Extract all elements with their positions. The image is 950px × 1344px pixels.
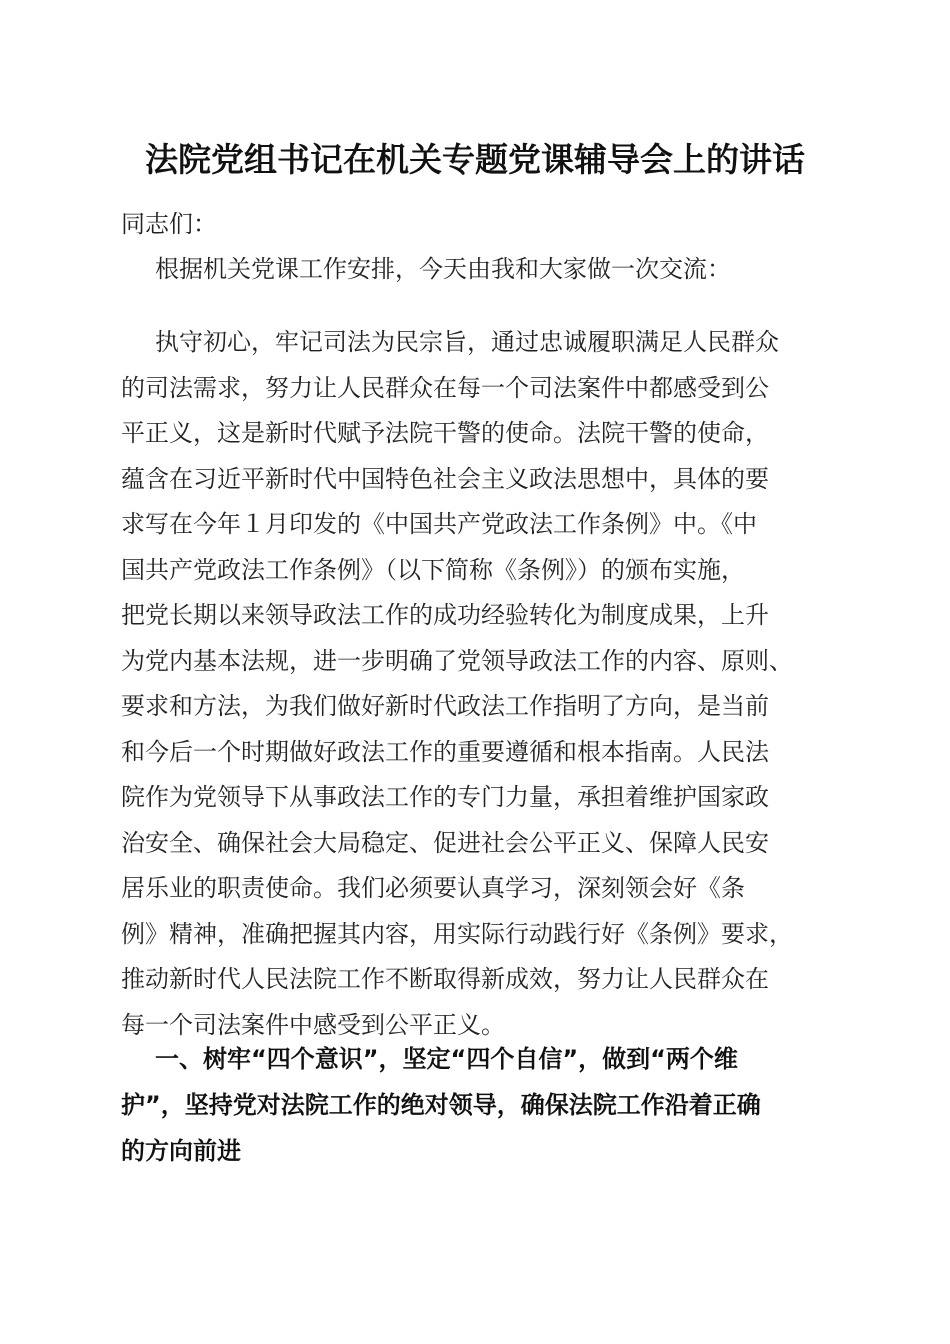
paragraph-1-line: 的司法需求，努力让人民群众在每一个司法案件中都感受到公 bbox=[121, 373, 769, 402]
intro-text: 根据机关党课工作安排，今天由我和大家做一次交流： bbox=[155, 255, 731, 283]
document-title: 法院党组书记在机关专题党课辅导会上的讲话 bbox=[145, 140, 805, 179]
paragraph-1-line: 国共产党政法工作条例》（以下简称《条例》）的颁布实施， bbox=[121, 555, 745, 584]
paragraph-1-line: 推动新时代人民法院工作不断取得新成效，努力让人民群众在 bbox=[121, 965, 769, 993]
paragraph-1-line: 例》精神，准确把握其内容，用实际行动践行好《条例》要求， bbox=[121, 919, 793, 948]
paragraph-1-line: 平正义，这是新时代赋予法院干警的使命。法院干警的使命， bbox=[121, 419, 769, 447]
paragraph-1-line: 每一个司法案件中感受到公平正义。 bbox=[121, 1010, 505, 1039]
salutation bbox=[121, 202, 841, 248]
paragraph-1 bbox=[121, 320, 841, 1048]
paragraph-1-line: 为党内基本法规，进一步明确了党领导政法工作的内容、原则、 bbox=[121, 646, 793, 675]
section-heading-1-line: 护”，坚持党对法院工作的绝对领导，确保法院工作沿着正确 bbox=[121, 1091, 761, 1119]
paragraph-1-line: 院作为党领导下从事政法工作的专门力量，承担着维护国家政 bbox=[121, 783, 769, 811]
salutation-text: 同志们： bbox=[121, 210, 217, 238]
paragraph-1-line: 治安全、确保社会大局稳定、促进社会公平正义、保障人民安 bbox=[121, 828, 769, 857]
section-heading-1-line: 一、树牢“四个意识”，坚定“四个自信”，做到“两个维 bbox=[155, 1045, 738, 1073]
paragraph-1-line: 居乐业的职责使命。我们必须要认真学习，深刻领会好《条 bbox=[121, 874, 745, 902]
paragraph-1-line: 求写在今年１月印发的《中国共产党政法工作条例》中。《中 bbox=[121, 510, 757, 538]
section-heading-1 bbox=[121, 1036, 841, 1174]
paragraph-1-line: 把党长期以来领导政法工作的成功经验转化为制度成果，上升 bbox=[121, 601, 769, 629]
paragraph-1-line: 要求和方法，为我们做好新时代政法工作指明了方向，是当前 bbox=[121, 692, 769, 720]
paragraph-1-line: 蕴含在习近平新时代中国特色社会主义政法思想中，具体的要 bbox=[121, 464, 769, 493]
paragraph-1-line: 执守初心，牢记司法为民宗旨，通过忠诚履职满足人民群众 bbox=[155, 328, 779, 356]
section-heading-1-line: 的方向前进 bbox=[121, 1137, 241, 1165]
intro-paragraph bbox=[121, 247, 841, 293]
paragraph-1-line: 和今后一个时期做好政法工作的重要遵循和根本指南。人民法 bbox=[121, 737, 769, 766]
